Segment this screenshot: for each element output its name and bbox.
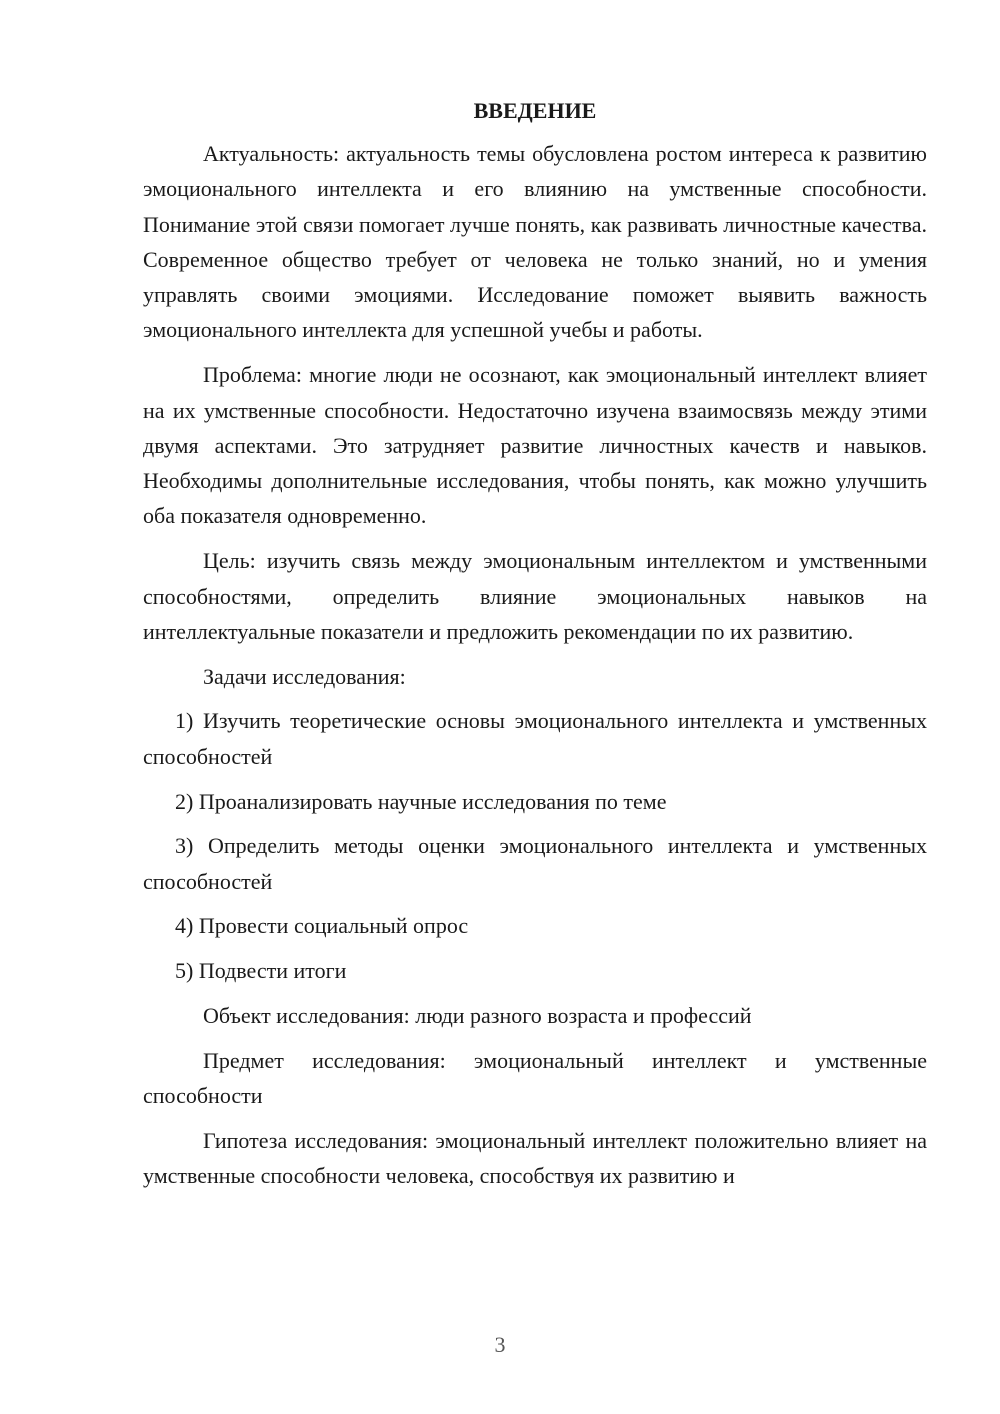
paragraph-problem: Проблема: многие люди не осознают, как эмоциональный интеллект влияет на их умственные способности. Недостаточно изучена взаимосвязь между этими двумя аспектами. Это затрудняет развитие личностных качеств и навыков. Необходимы дополнительные исследования, чтобы понять, как можно улучшить оба показателя одновременно. xyxy=(143,362,927,529)
paragraph-subject: Предмет исследования: эмоциональный интеллект и умственные способности xyxy=(143,1047,927,1109)
section-title: ВВЕДЕНИЕ xyxy=(473,98,597,123)
paragraph-relevance: Актуальность: актуальность темы обусловлена ростом интереса к развитию эмоционального интеллекта и его влиянию на умственные способности. Понимание этой связи помогает лучше понять, как развивать личностные качества. Современное общество требует от человека не только знаний, но и умения управлять своими эмоциями. Исследование поможет выявить важность эмоционального интеллекта для успешной учебы и работы. xyxy=(143,141,927,343)
paragraph-goal: Цель: изучить связь между эмоциональным интеллектом и умственными способностями, определить влияние эмоциональных навыков на интеллектуальные показатели и предложить рекомендации по их развитию. xyxy=(143,548,927,644)
task-item: 1) Изучить теоретические основы эмоционального интеллекта и умственных способностей xyxy=(143,708,927,769)
tasks-heading: Задачи исследования: xyxy=(203,663,406,689)
task-item: 3) Определить методы оценки эмоционального интеллекта и умственных способностей xyxy=(143,833,927,894)
task-item: 4) Провести социальный опрос xyxy=(175,913,469,939)
paragraph-object: Объект исследования: люди разного возраста и профессий xyxy=(203,1003,752,1029)
paragraph-hypothesis: Гипотеза исследования: эмоциональный интеллект положительно влияет на умственные способности человека, способствуя их развитию и xyxy=(143,1127,927,1189)
task-item: 5) Подвести итоги xyxy=(175,958,347,984)
task-item: 2) Проанализировать научные исследования по теме xyxy=(175,788,667,814)
page-number: 3 xyxy=(494,1332,506,1357)
page-content xyxy=(143,96,927,1203)
